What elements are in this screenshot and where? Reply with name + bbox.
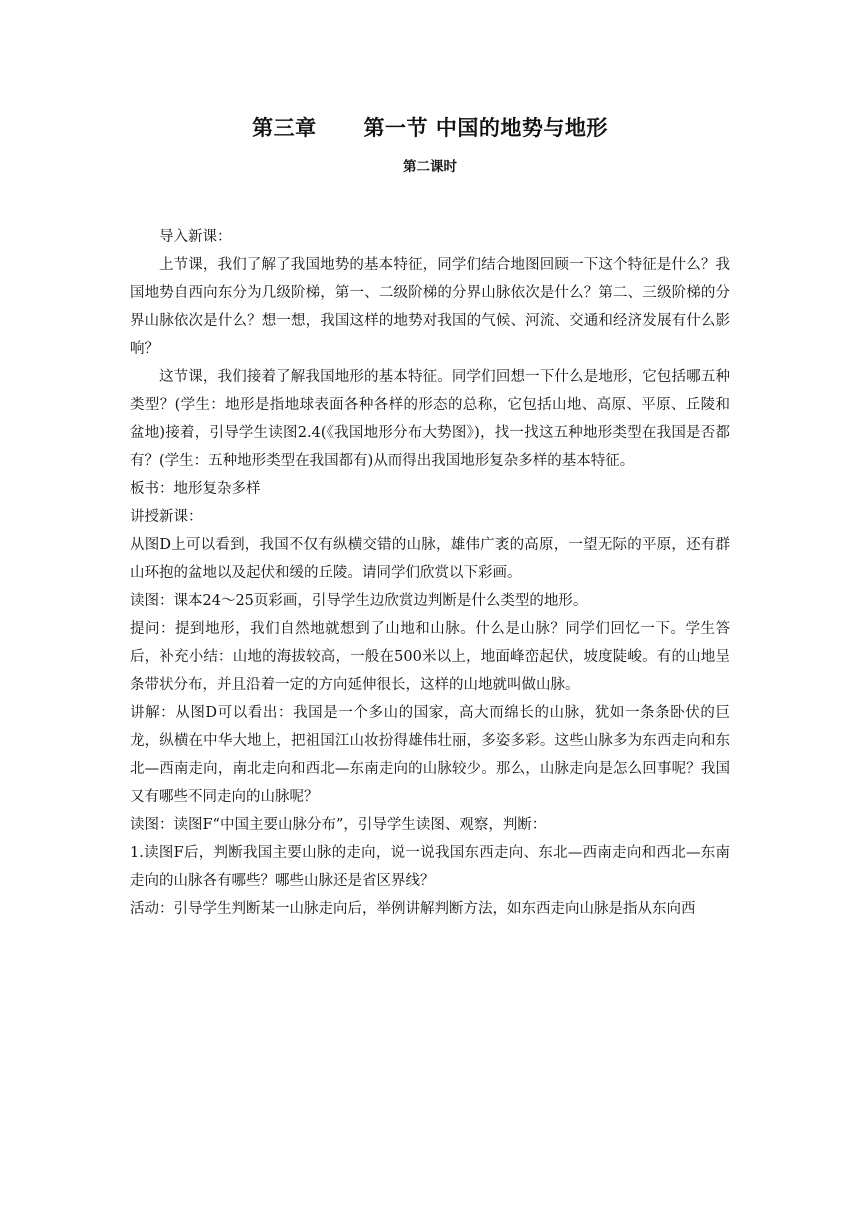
paragraph-activity: 活动：引导学生判断某一山脉走向后，举例讲解判断方法，如东西走向山脉是指从东向西	[130, 901, 696, 917]
paragraph-explanation: 讲解：从图D可以看出：我国是一个多山的国家，高大而绵长的山脉，犹如一条条卧伏的巨龙，纵横在中华大地上，把祖国江山妆扮得雄伟壮丽，多姿多彩。这些山脉多为东西走向和东北—西南走向，南北走向和西北—东南走向的山脉较少。那么，山脉走向是怎么回事呢？我国又有哪些不同走向的山脉呢？	[130, 705, 730, 805]
paragraph-question-mountains: 提问：提到地形，我们自然地就想到了山地和山脉。什么是山脉？同学们回忆一下。学生答后，补充小结：山地的海拔较高，一般在500米以上，地面峰峦起伏，坡度陡峻。有的山地呈条带状分布，并且沿着一定的方向延伸很长，这样的山地就叫做山脉。	[130, 621, 730, 693]
paragraph-read-map-f: 读图：读图F“中国主要山脉分布”，引导学生读图、观察，判断：	[130, 817, 547, 833]
paragraph-task-1: 1.读图F后，判断我国主要山脉的走向，说一说我国东西走向、东北—西南走向和西北—东南走向的山脉各有哪些？哪些山脉还是省区界线？	[130, 845, 730, 889]
paragraph-review: 上节课，我们了解了我国地势的基本特征，同学们结合地图回顾一下这个特征是什么？我国地势自西向东分为几级阶梯，第一、二级阶梯的分界山脉依次是什么？第二、三级阶梯的分界山脉依次是什么？想一想，我国这样的地势对我国的气候、河流、交通和经济发展有什么影响？	[130, 257, 730, 357]
paragraph-map-d: 从图D上可以看到，我国不仅有纵横交错的山脉，雄伟广袤的高原，一望无际的平原，还有群山环抱的盆地以及起伏和缓的丘陵。请同学们欣赏以下彩画。	[130, 537, 730, 581]
paragraph-new-lesson-heading: 讲授新课：	[130, 509, 203, 525]
paragraph-read-pictures: 读图：课本24～25页彩画，引导学生边欣赏边判断是什么类型的地形。	[130, 593, 588, 609]
page-title: 第三章 第一节 中国的地势与地形	[252, 116, 608, 140]
document-body	[130, 223, 730, 923]
paragraph-board-note: 板书：地形复杂多样	[130, 481, 261, 497]
paragraph-intro-heading: 导入新课：	[159, 229, 232, 245]
paragraph-landform-types: 这节课，我们接着了解我国地形的基本特征。同学们回想一下什么是地形，它包括哪五种类型？(学生：地形是指地球表面各种各样的形态的总称，它包括山地、高原、平原、丘陵和盆地)接着，引导学生读图2.4(《我国地形分布大势图》)，找一找这五种地形类型在我国是否都有？(学生：五种地形类型在我国都有)从而得出我国地形复杂多样的基本特征。	[130, 369, 730, 469]
page-subtitle: 第二课时	[403, 159, 457, 175]
